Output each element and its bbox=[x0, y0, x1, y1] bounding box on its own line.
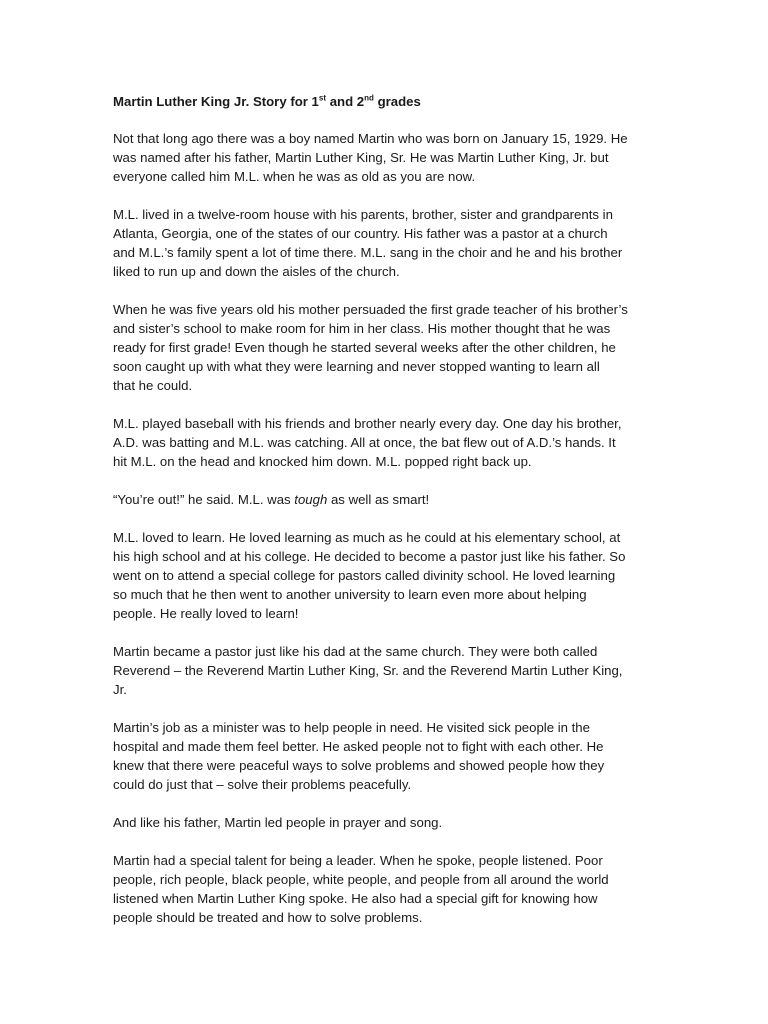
title-text-1: Martin Luther King Jr. Story for 1 bbox=[113, 94, 319, 109]
text-line: hospital and made them feel better. He asked people not to fight with each other. He bbox=[113, 739, 604, 754]
text-line: soon caught up with what they were learning and never stopped wanting to learn all bbox=[113, 359, 600, 374]
paragraph-3 bbox=[113, 300, 668, 395]
text-line: so much that he then went to another university to learn even more about helping bbox=[113, 587, 587, 602]
quote-text-end: as well as smart! bbox=[327, 492, 430, 507]
text-line: ready for first grade! Even though he started several weeks after the other children, he bbox=[113, 340, 616, 355]
paragraph-7 bbox=[113, 642, 668, 699]
text-line: Not that long ago there was a boy named Martin who was born on January 15, 1929. He bbox=[113, 131, 628, 146]
text-line: knew that there were peaceful ways to solve problems and showed people how they bbox=[113, 758, 605, 773]
text-line: his high school and at his college. He decided to become a pastor just like his father. So bbox=[113, 549, 626, 564]
paragraph-6 bbox=[113, 528, 668, 623]
paragraph-5-quote bbox=[113, 490, 668, 509]
title-superscript-1: st bbox=[318, 93, 327, 103]
text-line: And like his father, Martin led people in prayer and song. bbox=[113, 815, 443, 830]
text-line: people, rich people, black people, white people, and people from all around the world bbox=[113, 872, 609, 887]
title-text-3: grades bbox=[373, 94, 421, 109]
text-line: M.L. loved to learn. He loved learning as much as he could at his elementary school, at bbox=[113, 530, 621, 545]
text-line: listened when Martin Luther King spoke. He also had a special gift for knowing how bbox=[113, 891, 598, 906]
text-line: people. He really loved to learn! bbox=[113, 606, 299, 621]
text-line: M.L. played baseball with his friends and brother nearly every day. One day his brother, bbox=[113, 416, 622, 431]
text-line: liked to run up and down the aisles of the church. bbox=[113, 264, 400, 279]
paragraph-8 bbox=[113, 718, 668, 794]
paragraph-10 bbox=[113, 851, 668, 927]
text-line: A.D. was batting and M.L. was catching. All at once, the bat flew out of A.D.’s hands. It bbox=[113, 435, 616, 450]
text-line: Martin had a special talent for being a leader. When he spoke, people listened. Poor bbox=[113, 853, 603, 868]
text-line: Reverend – the Reverend Martin Luther King, Sr. and the Reverend Martin Luther King, bbox=[113, 663, 623, 678]
text-line bbox=[113, 490, 668, 509]
paragraph-2 bbox=[113, 205, 668, 281]
paragraph-4 bbox=[113, 414, 668, 471]
text-line: went on to attend a special college for pastors called divinity school. He loved learning bbox=[113, 568, 616, 583]
text-line: was named after his father, Martin Luther King, Sr. He was Martin Luther King, Jr. but bbox=[113, 150, 609, 165]
quote-text-start: “You’re out!” he said. M.L. was bbox=[113, 492, 295, 507]
text-line: people should be treated and how to solve problems. bbox=[113, 910, 423, 925]
document-title bbox=[113, 92, 668, 111]
text-line: Jr. bbox=[113, 682, 127, 697]
text-line: and sister’s school to make room for him in her class. His mother thought that he was bbox=[113, 321, 611, 336]
text-line: could do just that – solve their problems peacefully. bbox=[113, 777, 412, 792]
text-line: hit M.L. on the head and knocked him down. M.L. popped right back up. bbox=[113, 454, 532, 469]
emphasized-word: tough bbox=[294, 492, 328, 507]
text-line: When he was five years old his mother persuaded the first grade teacher of his brother’s bbox=[113, 302, 628, 317]
paragraph-1 bbox=[113, 129, 668, 186]
paragraph-9 bbox=[113, 813, 668, 832]
text-line: Atlanta, Georgia, one of the states of our country. His father was a pastor at a church bbox=[113, 226, 608, 241]
text-line: that he could. bbox=[113, 378, 193, 393]
text-line: Martin became a pastor just like his dad at the same church. They were both called bbox=[113, 644, 598, 659]
text-line: and M.L.’s family spent a lot of time there. M.L. sang in the choir and he and his brother bbox=[113, 245, 623, 260]
text-line: M.L. lived in a twelve-room house with his parents, brother, sister and grandparents in bbox=[113, 207, 613, 222]
title-text-2: and 2 bbox=[326, 94, 365, 109]
title-superscript-2: nd bbox=[364, 93, 374, 103]
text-line: everyone called him M.L. when he was as old as you are now. bbox=[113, 169, 476, 184]
text-line: Martin’s job as a minister was to help people in need. He visited sick people in the bbox=[113, 720, 590, 735]
